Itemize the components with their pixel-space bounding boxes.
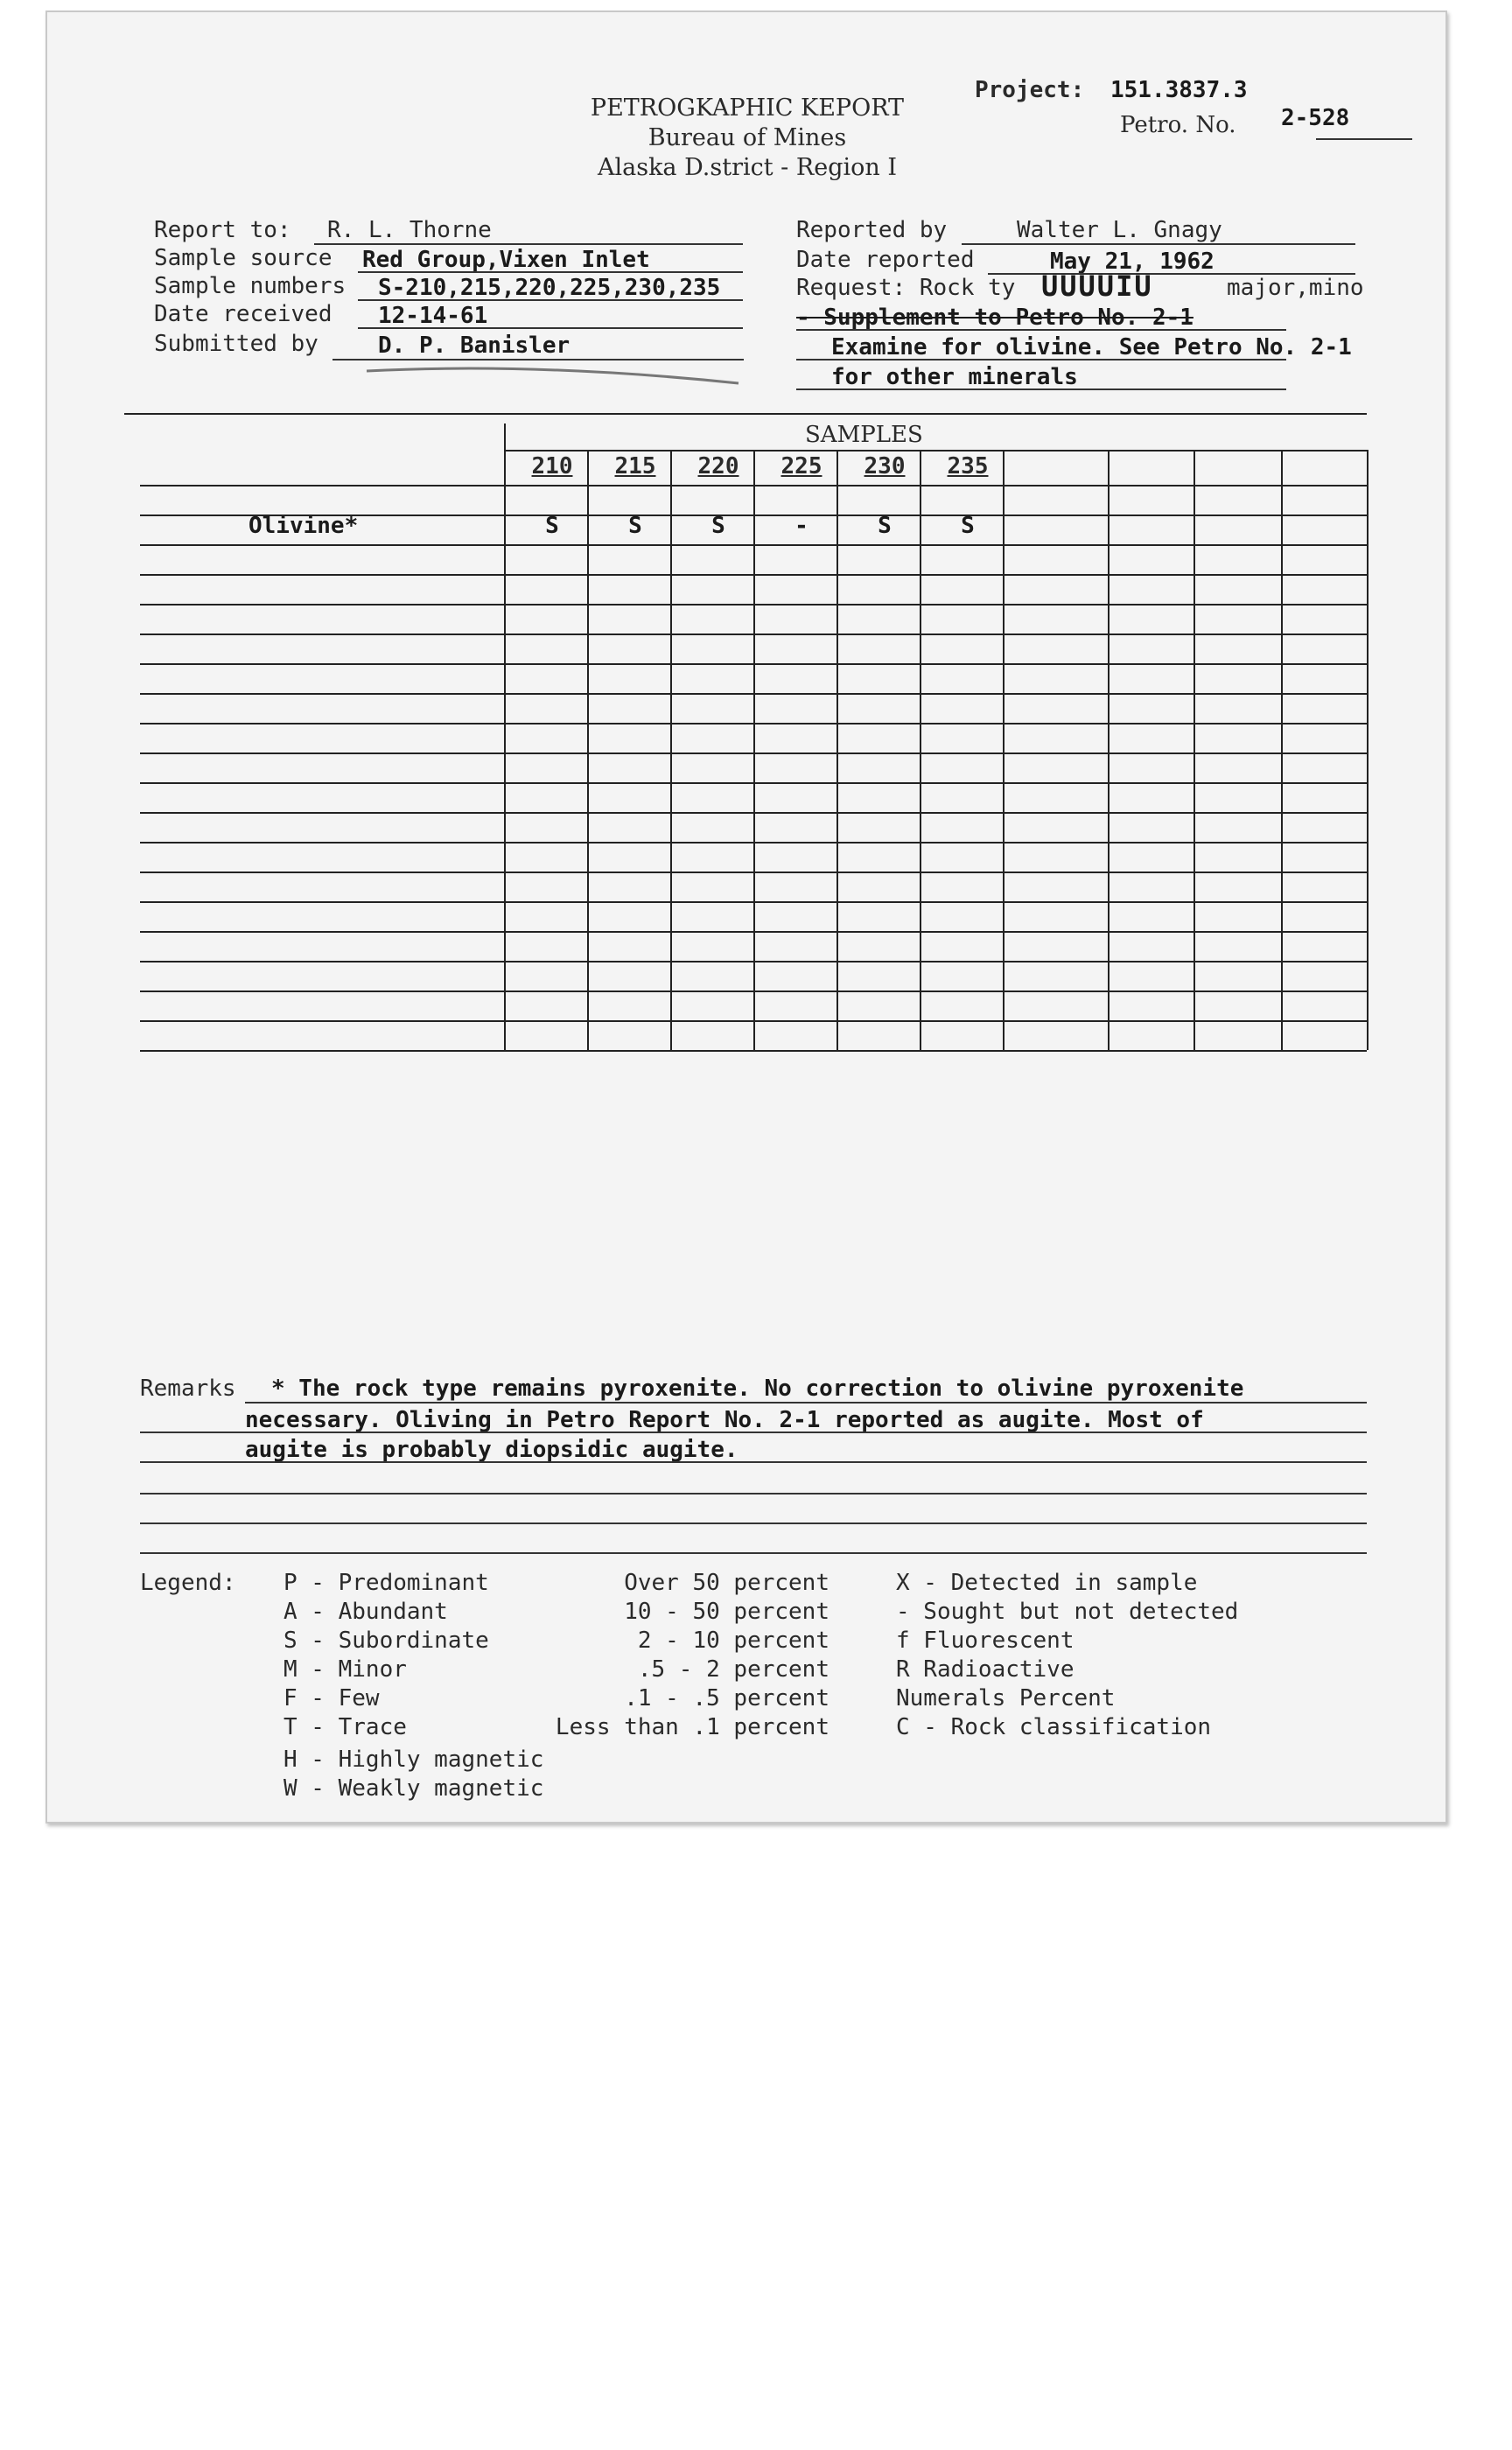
sample-source-value: Red Group,Vixen Inlet bbox=[362, 247, 650, 273]
remarks-label: Remarks bbox=[140, 1376, 236, 1402]
petro-label: Petro. No. bbox=[1120, 112, 1236, 138]
legend-code: A - Abundant bbox=[284, 1599, 448, 1625]
table-column-line bbox=[1367, 450, 1368, 1050]
remarks-line-2: necessary. Oliving in Petro Report No. 2-1 reported as augite. Most of bbox=[245, 1407, 1204, 1433]
sample-numbers-label: Sample numbers bbox=[154, 273, 346, 299]
remarks-line-1: * The rock type remains pyroxenite. No correction to olivine pyroxenite bbox=[271, 1376, 1244, 1402]
legend-range: 2 - 10 percent bbox=[637, 1628, 830, 1654]
olivine-value-230: S bbox=[878, 513, 892, 539]
request-tail: major,mino bbox=[1227, 275, 1364, 301]
legend-range: Less than .1 percent bbox=[555, 1714, 830, 1740]
reported-by-label: Reported by bbox=[796, 217, 948, 243]
request-label: Request: Rock ty bbox=[796, 275, 1016, 301]
remarks-line-3: augite is probably diopsidic augite. bbox=[245, 1437, 738, 1463]
legend-code: P - Predominant bbox=[284, 1570, 489, 1596]
legend-range: Over 50 percent bbox=[624, 1570, 830, 1596]
district-name: Alaska D.strict - Region I bbox=[597, 154, 898, 181]
table-column-line bbox=[670, 450, 672, 1050]
olivine-value-220: S bbox=[711, 513, 725, 539]
table-column-line bbox=[587, 450, 589, 1050]
reported-by-value: Walter L. Gnagy bbox=[1017, 217, 1222, 243]
legend-code: F - Few bbox=[284, 1685, 380, 1712]
agency-name: Bureau of Mines bbox=[648, 124, 847, 151]
table-column-line bbox=[836, 450, 838, 1050]
sample-col-210: 210 bbox=[531, 453, 573, 480]
legend-code: S - Subordinate bbox=[284, 1628, 489, 1654]
sample-col-215: 215 bbox=[614, 453, 656, 480]
legend-range: .5 - 2 percent bbox=[637, 1656, 830, 1683]
table-row-line bbox=[140, 1050, 1367, 1052]
sample-col-220: 220 bbox=[697, 453, 739, 480]
olivine-value-210: S bbox=[545, 513, 559, 539]
signature-stroke bbox=[362, 362, 747, 388]
row-label-olivine: Olivine* bbox=[248, 513, 359, 539]
sample-source-label: Sample source bbox=[154, 245, 332, 271]
legend-right-item: Numerals Percent bbox=[896, 1685, 1116, 1712]
legend-code: T - Trace bbox=[284, 1714, 407, 1740]
request-mark: UUUUIU bbox=[1041, 270, 1153, 303]
project-value: 151.3837.3 bbox=[1110, 77, 1248, 103]
sample-col-235: 235 bbox=[947, 453, 989, 480]
legend-right-item: R Radioactive bbox=[896, 1656, 1074, 1683]
legend-right-item: - Sought but not detected bbox=[896, 1599, 1239, 1625]
legend-code: M - Minor bbox=[284, 1656, 407, 1683]
table-column-line bbox=[1194, 450, 1195, 1050]
table-column-line bbox=[504, 424, 506, 1050]
legend-right-item: X - Detected in sample bbox=[896, 1570, 1198, 1596]
request-line-3: for other minerals bbox=[831, 364, 1078, 390]
table-column-line bbox=[1281, 450, 1283, 1050]
sample-col-230: 230 bbox=[864, 453, 906, 480]
olivine-value-235: S bbox=[961, 513, 975, 539]
samples-heading: SAMPLES bbox=[805, 422, 923, 448]
date-received-value: 12-14-61 bbox=[378, 303, 488, 329]
legend-right-item: f Fluorescent bbox=[896, 1628, 1074, 1654]
legend-range: 10 - 50 percent bbox=[624, 1599, 830, 1625]
date-reported-value: May 21, 1962 bbox=[1050, 248, 1214, 275]
olivine-value-215: S bbox=[628, 513, 642, 539]
table-column-line bbox=[753, 450, 755, 1050]
olivine-value-225: - bbox=[794, 513, 808, 539]
project-label: Project: bbox=[975, 77, 1085, 103]
petro-value: 2-528 bbox=[1281, 105, 1350, 131]
report-title: PETROGKAPHIC KEPORT bbox=[590, 94, 905, 122]
legend-range: .1 - .5 percent bbox=[624, 1685, 830, 1712]
legend-right-item: C - Rock classification bbox=[896, 1714, 1212, 1740]
request-line-2: Examine for olivine. See Petro No. 2-1 bbox=[831, 334, 1352, 360]
sample-col-225: 225 bbox=[780, 453, 822, 480]
table-column-line bbox=[1108, 450, 1110, 1050]
sample-numbers-value: S-210,215,220,225,230,235 bbox=[378, 275, 721, 301]
legend-magnetic-weak: W - Weakly magnetic bbox=[284, 1775, 544, 1802]
legend-label: Legend: bbox=[140, 1570, 236, 1596]
report-sheet bbox=[46, 10, 1447, 1824]
table-column-line bbox=[920, 450, 921, 1050]
date-received-label: Date received bbox=[154, 301, 332, 327]
report-to-value: R. L. Thorne bbox=[327, 217, 492, 243]
request-line-1: - Supplement to Petro No. 2-1 bbox=[796, 304, 1194, 331]
submitted-by-label: Submitted by bbox=[154, 331, 318, 357]
legend-magnetic-high: H - Highly magnetic bbox=[284, 1746, 544, 1773]
report-to-label: Report to: bbox=[154, 217, 291, 243]
submitted-by-value: D. P. Banisler bbox=[378, 332, 570, 359]
table-column-line bbox=[1003, 450, 1004, 1050]
date-reported-label: Date reported bbox=[796, 247, 975, 273]
